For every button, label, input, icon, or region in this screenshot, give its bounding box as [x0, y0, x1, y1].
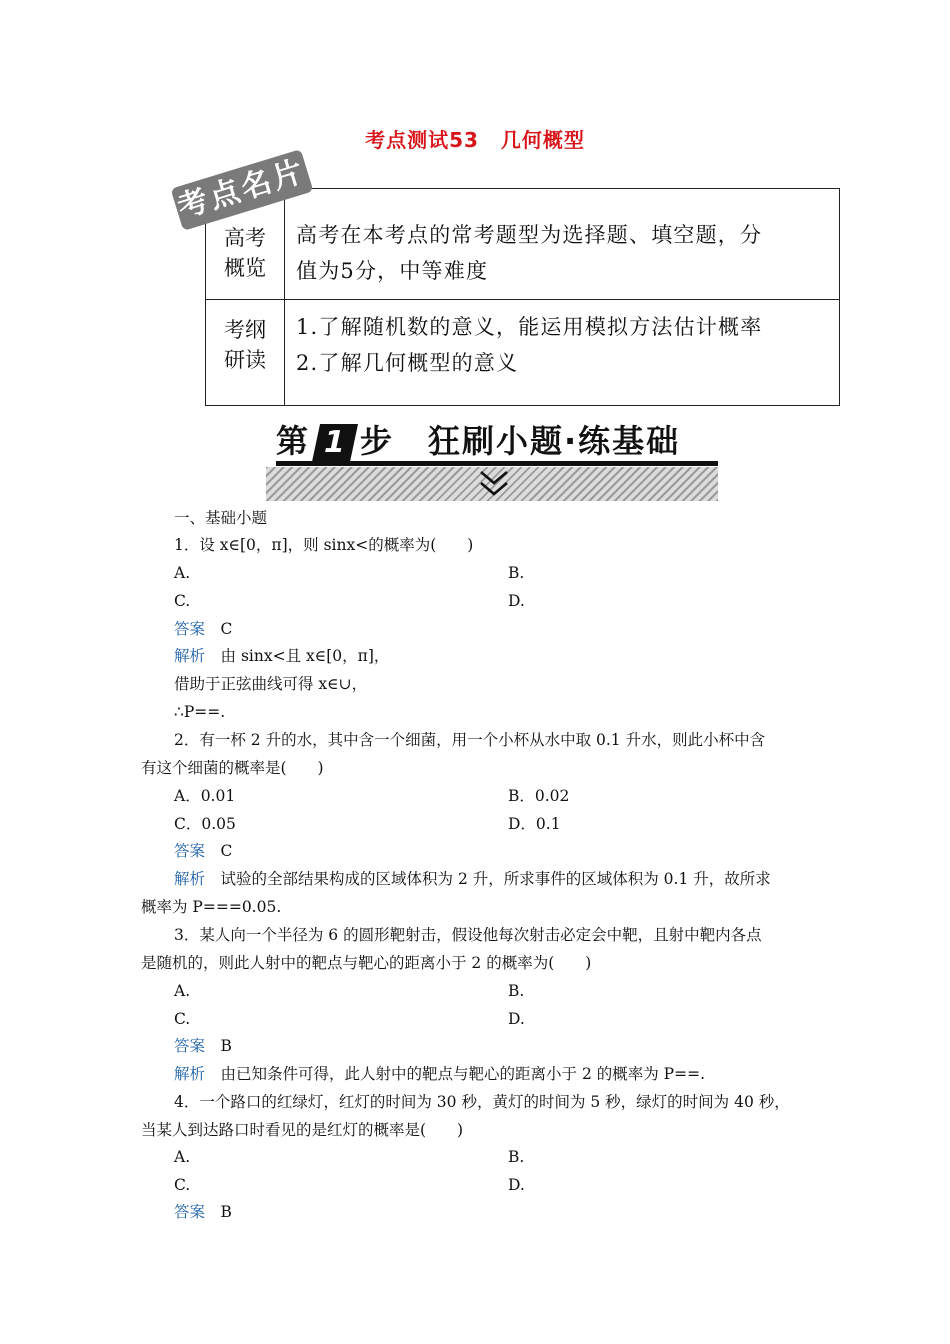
title-topic: 几何概型 — [500, 128, 585, 152]
q3-stem: 3．某人向一个半径为 6 的圆形靶射击，假设他每次射击必定会中靶，且射中靶内各点 — [174, 926, 762, 944]
q4-stem: 4．一个路口的红绿灯，红灯的时间为 30 秒，黄灯的时间为 5 秒，绿灯的时间为 40 秒， — [174, 1093, 790, 1111]
q1-option-c: C. — [174, 592, 191, 610]
q2-analysis: 解析 试验的全部结果构成的区域体积为 2 升，所求事件的区域体积为 0.1 升，故所求 — [174, 870, 771, 888]
q2-stem: 2．有一杯 2 升的水，其中含一个细菌，用一个小杯从水中取 0.1 升水，则此小杯中含 — [174, 731, 766, 749]
overview-table — [205, 188, 840, 406]
q3-stem-line2: 是随机的，则此人射中的靶点与靶心的距离小于 2 的概率为( ) — [141, 954, 592, 972]
q3-option-d: D. — [508, 1010, 525, 1028]
q2-stem-line2: 有这个细菌的概率是( ) — [141, 759, 324, 777]
section-heading: 一、基础小题 — [174, 509, 268, 527]
q3-option-c: C. — [174, 1010, 191, 1028]
table-column-divider — [284, 189, 285, 405]
step-banner — [266, 414, 718, 502]
q1-analysis-line3: ∴P==. — [174, 703, 226, 721]
q1-option-d: D. — [508, 592, 525, 610]
q2-answer: 答案 C — [174, 842, 233, 860]
q2-option-a: A．0.01 — [174, 787, 236, 805]
q4-option-c: C. — [174, 1176, 191, 1194]
table-row-divider — [206, 299, 839, 300]
overview-row1-text: 高考在本考点的常考题型为选择题、填空题，分 值为5分，中等难度 — [296, 223, 763, 283]
q4-option-a: A. — [174, 1148, 191, 1166]
q3-option-a: A. — [174, 982, 191, 1000]
q1-option-b: B. — [508, 564, 525, 582]
q4-answer: 答案 B — [174, 1203, 232, 1221]
q2-option-c: C．0.05 — [174, 815, 236, 833]
double-chevron-down-icon — [478, 466, 510, 500]
q3-analysis: 解析 由已知条件可得，此人射中的靶点与靶心的距离小于 2 的概率为 P==. — [174, 1065, 706, 1083]
q1-analysis: 解析 由 sinx<且 x∈[0，π]， — [174, 647, 390, 665]
overview-row2-label: 考纲 研读 — [224, 318, 266, 372]
q3-answer: 答案 B — [174, 1037, 232, 1055]
q2-option-b: B．0.02 — [508, 787, 570, 805]
q4-stem-line2: 当某人到达路口时看见的是红灯的概率是( ) — [141, 1121, 464, 1139]
overview-row1-label: 高考 概览 — [224, 226, 266, 280]
page-title — [0, 124, 950, 153]
q1-answer: 答案 C — [174, 620, 233, 638]
q2-analysis-line2: 概率为 P===0.05. — [141, 898, 282, 916]
q2-option-d: D．0.1 — [508, 815, 561, 833]
banner-step-number: 1 — [312, 424, 358, 462]
title-test-number: 考点测试53 — [365, 128, 479, 152]
q4-option-d: D. — [508, 1176, 525, 1194]
q1-option-a: A. — [174, 564, 191, 582]
banner-heading: 第 1 步 狂刷小题·练基础 — [276, 422, 681, 460]
overview-row2-text: 1.了解随机数的意义，能运用模拟方法估计概率 2.了解几何概型的意义 — [296, 315, 763, 375]
q4-option-b: B. — [508, 1148, 525, 1166]
stamp-label: 考点名片 — [171, 149, 314, 231]
q3-option-b: B. — [508, 982, 525, 1000]
q1-analysis-line2: 借助于正弦曲线可得 x∈∪， — [174, 675, 368, 693]
q1-stem: 1．设 x∈[0，π]，则 sinx<的概率为( ) — [174, 536, 474, 554]
